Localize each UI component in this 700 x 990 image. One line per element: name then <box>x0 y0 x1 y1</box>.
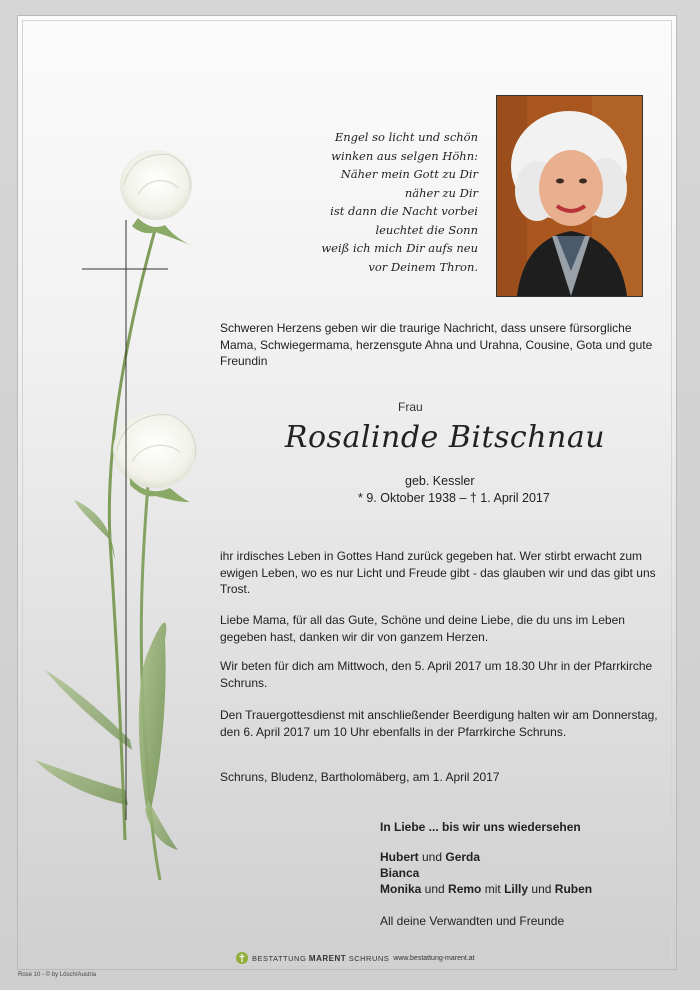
paragraph-funeral: Den Trauergottesdienst mit anschließender Beerdigung halten wir am Donnerstag, den 6. April 2017 um 10 Uhr ebenfalls in der Pfarrkirche Schruns. <box>220 708 658 739</box>
rose-upper <box>120 150 192 245</box>
leaf-2 <box>139 623 166 820</box>
poem <box>300 128 478 276</box>
poem-line: weiß ich mich Dir aufs neu <box>321 241 478 255</box>
paragraph-faith: ihr irdisches Leben in Gottes Hand zurück gegeben hat. Wer stirbt erwacht zum ewigen Leben, wo es nur Licht und Freude gibt - das glauben wir und das gibt uns Trost. <box>220 549 656 596</box>
leaf-3 <box>35 760 128 805</box>
portrait-illustration <box>497 96 642 296</box>
funeral-home-footer <box>236 952 475 964</box>
poem-line: winken aus selgen Höhn: <box>331 148 478 163</box>
poem-line: ist dann die Nacht vorbei <box>330 204 478 218</box>
signer-name: Lilly <box>504 882 529 896</box>
funeral-home-logo-icon <box>236 952 248 964</box>
funeral-home-url: www.bestattung-marent.at <box>393 954 475 962</box>
intro-paragraph: Schweren Herzens geben wir die traurige Nachricht, dass unsere fürsorgliche Mama, Schwiegermama, herzensgute Ahna und Urahna, Cousine, Gota und gute Freundin <box>220 321 653 368</box>
deceased-name: Rosalinde Bitschnau <box>284 420 606 455</box>
poem-line: leuchtet die Sonn <box>375 222 478 237</box>
funeral-home-brand <box>252 954 389 963</box>
poem-line: Engel so licht und schön <box>334 130 478 144</box>
conjunction: mit <box>481 882 505 896</box>
closing-line: In Liebe ... bis wir uns wiedersehen <box>380 820 581 834</box>
poem-line: näher zu Dir <box>404 185 478 200</box>
roses-illustration <box>20 140 220 900</box>
signature-line-2: Bianca <box>380 866 420 880</box>
signature-line-1 <box>380 850 480 864</box>
brand-prefix: BESTATTUNG <box>252 953 307 963</box>
poem-line: vor Deinem Thron. <box>368 259 478 274</box>
place-date: Schruns, Bludenz, Bartholomäberg, am 1. April 2017 <box>220 770 500 784</box>
conjunction: und <box>418 850 446 864</box>
paragraph-prayer: Wir beten für dich am Mittwoch, den 5. April 2017 um 18.30 Uhr in der Pfarrkirche Schruns. <box>220 659 653 690</box>
poem-line: Näher mein Gott zu Dir <box>340 167 478 181</box>
birth-name: geb. Kessler <box>405 474 475 488</box>
signer-name: Hubert <box>380 850 419 864</box>
signature-line-3 <box>380 882 592 896</box>
conjunction: und <box>421 882 449 896</box>
salutation: Frau <box>398 400 423 414</box>
brand-place: SCHRUNS <box>348 953 390 963</box>
signature-line-4: All deine Verwandten und Freunde <box>380 914 565 928</box>
signer-name: Ruben <box>554 882 593 896</box>
signer-name: Monika <box>380 882 422 896</box>
portrait-photo <box>496 95 643 297</box>
life-dates: * 9. Oktober 1938 – † 1. April 2017 <box>358 491 550 505</box>
paragraph-thanks: Liebe Mama, für all das Gute, Schöne und deine Liebe, die du uns im Leben gegeben hast, danken wir dir von ganzem Herzen. <box>220 613 625 644</box>
conjunction: und <box>528 882 555 896</box>
image-credit: Rose 10 - © by Lösch/Austria <box>18 972 97 978</box>
leaf-5 <box>145 800 178 850</box>
signer-name: Gerda <box>445 850 481 864</box>
signer-name: Remo <box>448 882 482 896</box>
brand-name: MARENT <box>308 953 347 963</box>
